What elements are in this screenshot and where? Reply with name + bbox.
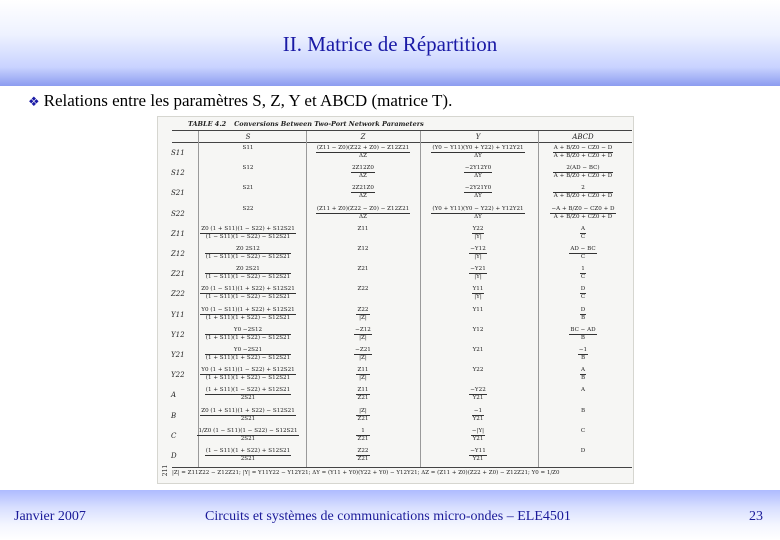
table-cell: S11 xyxy=(242,145,254,151)
table-cell: Z11 xyxy=(357,225,369,232)
column-header: Y xyxy=(475,133,481,141)
table-cell: $\frac{-Y12}{|Y|}$ xyxy=(470,246,486,260)
row-label: C xyxy=(171,431,177,440)
row-label: Z11 xyxy=(171,229,185,238)
diamond-bullet-icon: ❖ xyxy=(28,94,40,109)
column-header: S xyxy=(245,133,251,141)
table-cell: B xyxy=(580,407,586,414)
table-cell: $\frac{-Z21}{|Z|}$ xyxy=(355,347,371,361)
row-label: A xyxy=(171,391,177,400)
table-cell: $\frac{-Y11}{Y21}$ xyxy=(470,448,486,462)
table-cell: Z12 xyxy=(357,246,369,252)
table-cell: $\frac{Z0 (1 + S11)(1 - S22) + S12S21}{(1 - S11)(1 - S22) - S12S21}$ xyxy=(201,225,295,240)
table-cell: C xyxy=(580,427,586,434)
table-cell: $\frac{AD - BC}{C}$ xyxy=(570,246,596,260)
table-cell: Z21 xyxy=(357,266,369,273)
table-cell: $\frac{-Y22}{Y21}$ xyxy=(470,387,486,402)
row-label: Y22 xyxy=(171,371,185,380)
table-cell: Y11 xyxy=(472,306,484,313)
table-cell: $\frac{-A + B/Z0 - CZ0 + D}{A + B/Z0 + CZ0 + D}$ xyxy=(551,205,615,220)
table-cell: $\frac{2Z21Z0}{\Delta Z}$ xyxy=(351,185,374,200)
column-rule xyxy=(420,131,421,467)
table-cell: $\frac{Z22}{Z21}$ xyxy=(357,448,369,462)
table-cell: $\frac{|Z|}{Z21}$ xyxy=(357,407,369,422)
table-cell: $\frac{2Z12Z0}{\Delta Z}$ xyxy=(351,165,374,180)
footer-page-number: 23 xyxy=(749,509,763,524)
table-cell: $\frac{(1 - S11)(1 + S22) + S12S21}{2S21}$ xyxy=(205,448,291,462)
table-cell: Y21 xyxy=(472,347,484,353)
table-cell: Z22 xyxy=(357,286,369,293)
table-cell: $\frac{2}{A + B/Z0 + CZ0 + D}$ xyxy=(553,185,613,200)
table-cell: $\frac{Y0 -2S12}{(1 + S11)(1 + S22) - S12S21}$ xyxy=(205,326,291,341)
table-caption-label: TABLE 4.2 xyxy=(188,120,227,128)
row-label: D xyxy=(171,452,177,460)
row-label: B xyxy=(171,411,177,420)
table-cell: $\frac{-Z12}{|Z|}$ xyxy=(355,326,371,341)
column-header: ABCD xyxy=(572,133,594,141)
table-cell: $\frac{-1}{Y21}$ xyxy=(472,407,484,422)
table-cell: $\frac{Z0 2S21}{(1 - S11)(1 - S22) - S12S21}$ xyxy=(205,266,291,281)
row-label: Y11 xyxy=(171,310,185,319)
table-cell: $\frac{(Z11 - Z0)(Z22 + Z0) - Z12Z21}{\Delta Z}$ xyxy=(316,145,410,159)
table-footnote: |Z| = Z11Z22 − Z12Z21; |Y| = Y11Y22 − Y12Y21; ΔY = (Y11 + Y0)(Y22 + Y0) − Y12Y21; ΔZ = (Z11 + Z0)(Z22 + Z0) − Z12Z21; Y0 = 1/Z0 xyxy=(172,470,560,476)
table-cell: $\frac{1/Z0 (1 - S11)(1 - S22) - S12S21}{2S21}$ xyxy=(198,427,298,442)
table-cell: $\frac{Z11}{|Z|}$ xyxy=(357,367,369,382)
table-cell: $\frac{-2Y21Y0}{\Delta Y}$ xyxy=(464,185,492,200)
book-page-number: 211 xyxy=(162,464,170,477)
table-cell: $\frac{Y0 -2S21}{(1 + S11)(1 + S22) - S12S21}$ xyxy=(205,347,291,361)
table-cell: Y12 xyxy=(472,326,484,333)
table-cell: $\frac{Y0 (1 + S11)(1 - S22) + S12S21}{(1 + S11)(1 + S22) - S12S21}$ xyxy=(201,367,295,382)
table-cell: $\frac{(Y0 + Y11)(Y0 - Y22) + Y12Y21}{\Delta Y}$ xyxy=(432,205,524,220)
table-cell: $\frac{D}{B}$ xyxy=(580,306,586,321)
table-cell: $\frac{-Y21}{|Y|}$ xyxy=(470,266,486,281)
table-cell: S22 xyxy=(242,205,254,212)
table-cell: $\frac{A}{C}$ xyxy=(580,225,586,240)
table-cell: $\frac{Y11}{|Y|}$ xyxy=(472,286,484,301)
footer-date: Janvier 2007 xyxy=(14,509,86,524)
table-cell: $\frac{Y0 (1 - S11)(1 + S22) + S12S21}{(1 + S11)(1 + S22) - S12S21}$ xyxy=(201,306,295,321)
slide-title: II. Matrice de Répartition xyxy=(282,32,498,56)
table-cell: Y22 xyxy=(472,367,484,374)
table-cell: $\frac{-1}{B}$ xyxy=(578,347,588,361)
table-cell: D xyxy=(580,448,586,454)
table-cell: $\frac{1}{Z21}$ xyxy=(357,427,369,442)
row-label: Y12 xyxy=(171,330,185,339)
row-label: S11 xyxy=(171,149,185,157)
table-cell: $\frac{A}{B}$ xyxy=(580,367,586,382)
row-label: S21 xyxy=(171,189,185,198)
table-top-rule xyxy=(172,130,632,131)
table-cell: $\frac{(Y0 - Y11)(Y0 + Y22) + Y12Y21}{\Delta Y}$ xyxy=(432,145,524,159)
row-label: Z21 xyxy=(171,270,185,279)
row-label: Z12 xyxy=(171,250,185,258)
table-cell: $\frac{(1 + S11)(1 - S22) + S12S21}{2S21}$ xyxy=(205,387,291,402)
table-caption xyxy=(188,120,424,128)
bullet-text: Relations entre les paramètres S, Z, Y et ABCD (matrice T). xyxy=(43,91,453,110)
table-cell: S21 xyxy=(242,185,254,192)
bullet-line xyxy=(28,91,452,111)
column-header: Z xyxy=(360,133,366,141)
table-cell: $\frac{1}{C}$ xyxy=(580,266,586,281)
table-cell: $\frac{Y22}{|Y|}$ xyxy=(472,225,484,240)
row-label: S22 xyxy=(171,209,185,218)
row-label: S12 xyxy=(171,169,185,178)
table-cell: A xyxy=(580,387,586,394)
table-cell: $\frac{-2Y12Y0}{\Delta Y}$ xyxy=(464,165,492,180)
table-cell: $\frac{A + B/Z0 - CZ0 - D}{A + B/Z0 + CZ0 + D}$ xyxy=(553,145,613,159)
table-cell: $\frac{Z22}{|Z|}$ xyxy=(357,306,369,321)
conversion-table-image xyxy=(157,116,634,484)
row-label: Y21 xyxy=(171,351,185,359)
table-cell: S12 xyxy=(242,165,254,172)
table-cell: $\frac{Z11}{Z21}$ xyxy=(357,387,369,402)
table-cell: $\frac{Z0 2S12}{(1 - S11)(1 - S22) - S12S21}$ xyxy=(205,246,291,260)
table-cell: $\frac{Z0 (1 - S11)(1 + S22) + S12S21}{(1 - S11)(1 - S22) - S12S21}$ xyxy=(201,286,295,301)
table-cell: $\frac{-|Y|}{Y21}$ xyxy=(471,427,485,442)
table-bottom-rule xyxy=(172,467,632,468)
table-cell: $\frac{BC - AD}{B}$ xyxy=(570,326,596,341)
table-cell: $\frac{(Z11 + Z0)(Z22 - Z0) - Z12Z21}{\Delta Z}$ xyxy=(316,205,410,220)
row-label: Z22 xyxy=(171,290,185,299)
table-header-rule xyxy=(172,142,632,143)
table-caption-text: Conversions Between Two-Port Network Parameters xyxy=(234,120,424,128)
table-cell: $\frac{Z0 (1 + S11)(1 + S22) - S12S21}{2S21}$ xyxy=(201,407,295,422)
table-cell: $\frac{2(AD - BC)}{A + B/Z0 + CZ0 + D}$ xyxy=(553,165,613,180)
footer-course: Circuits et systèmes de communications micro-ondes – ELE4501 xyxy=(205,509,571,524)
table-cell: $\frac{D}{C}$ xyxy=(580,286,586,301)
